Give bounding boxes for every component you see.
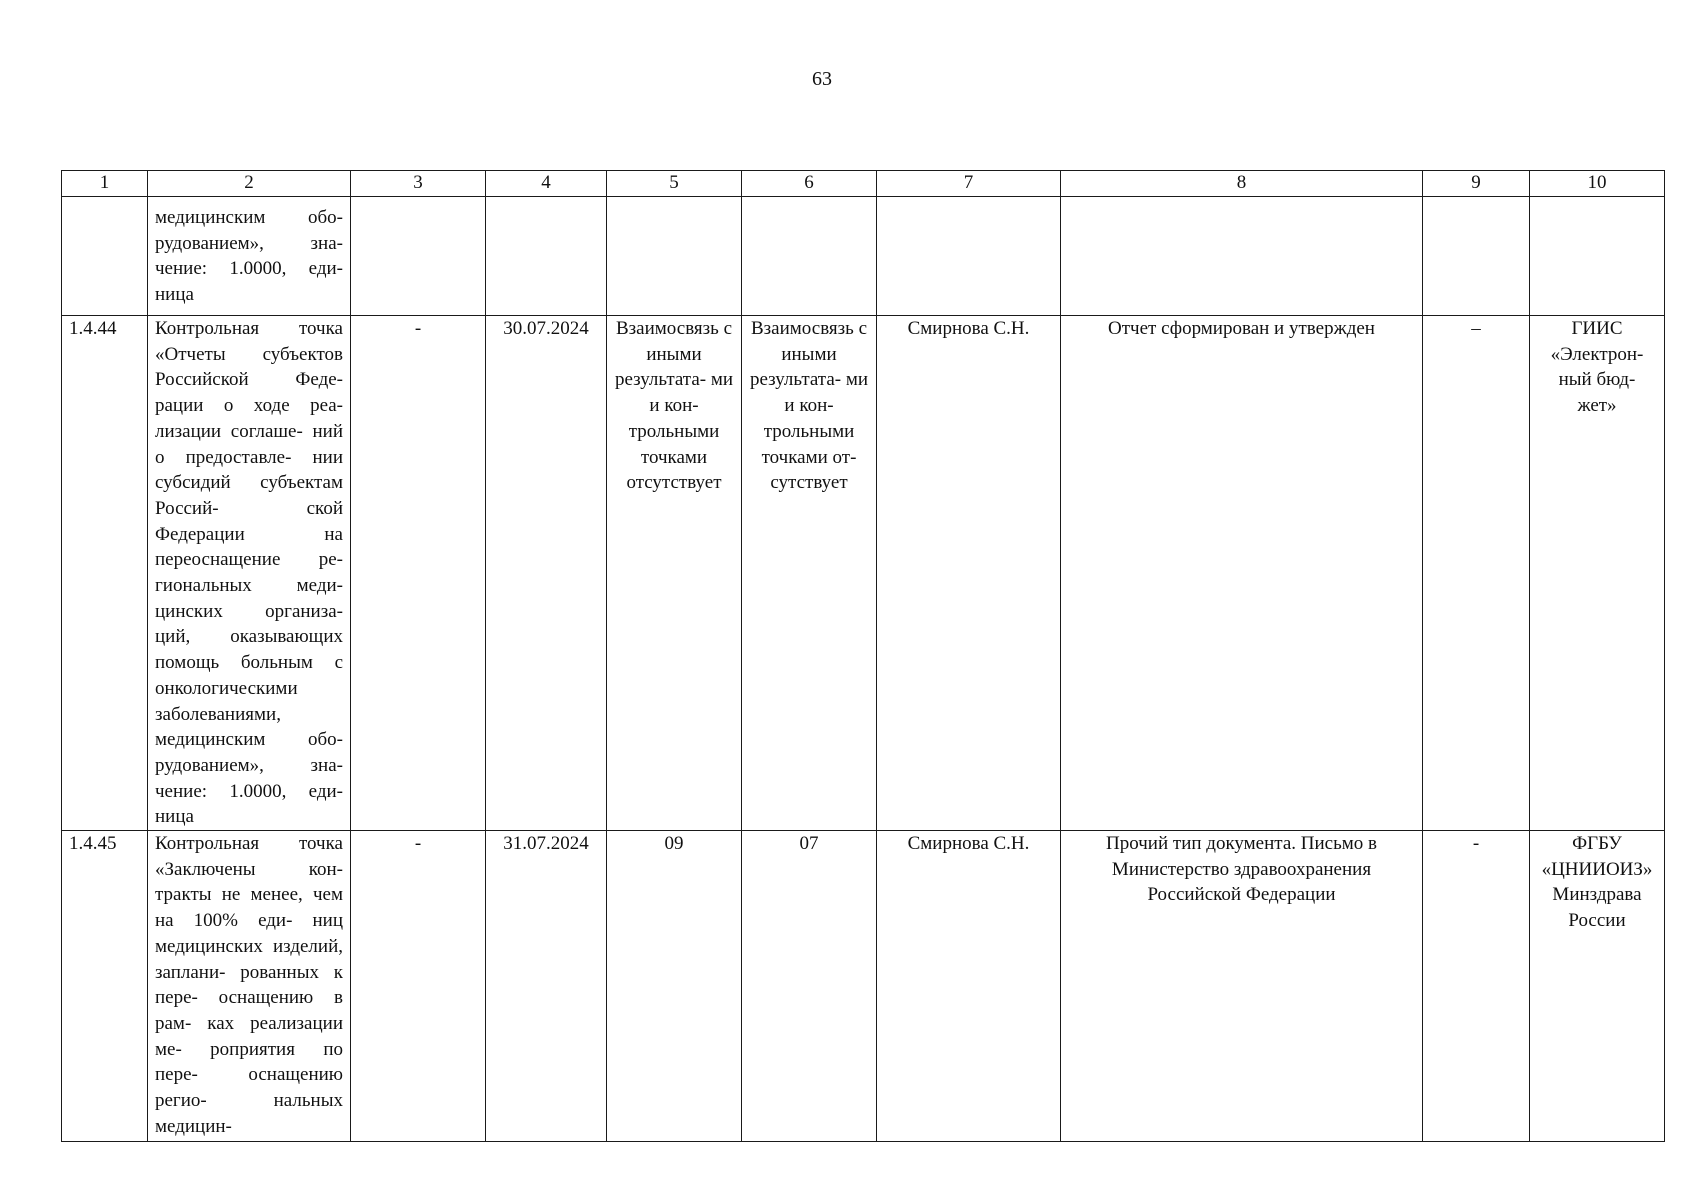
row-number — [62, 197, 148, 316]
column-header: 5 — [607, 171, 742, 197]
control-points-table — [61, 170, 1665, 1142]
row-col3 — [351, 197, 486, 316]
row-col5 — [607, 197, 742, 316]
row-responsible: Смирнова С.Н. — [877, 316, 1061, 831]
row-document: Отчет сформирован и утвержден — [1061, 316, 1423, 831]
column-header: 6 — [742, 171, 877, 197]
row-responsible — [877, 197, 1061, 316]
row-col6: 07 — [742, 831, 877, 1142]
page-number: 63 — [812, 68, 832, 90]
row-number: 1.4.45 — [62, 831, 148, 1142]
column-number-row — [62, 171, 1665, 197]
row-document — [1061, 197, 1423, 316]
table-row — [62, 831, 1665, 1142]
row-description: Контрольная точка «Отчеты субъектов Российской Феде- рации о ходе реа- лизации соглаше- ний о предоставле- нии субсидий субъектам Россий- ской Федерации на переоснащение ре- гиональных меди- цинских организа- ций, оказывающих помощь больным с онкологическими заболеваниями, медицинским обо- рудованием», зна- чение: 1.0000, еди- ница — [148, 316, 351, 831]
row-col9 — [1423, 197, 1530, 316]
table-row — [62, 316, 1665, 831]
column-header: 3 — [351, 171, 486, 197]
row-number: 1.4.44 — [62, 316, 148, 831]
column-header: 2 — [148, 171, 351, 197]
row-system: ФГБУ «ЦНИИОИЗ» Минздрава России — [1530, 831, 1665, 1142]
row-col9: - — [1423, 831, 1530, 1142]
row-responsible: Смирнова С.Н. — [877, 831, 1061, 1142]
row-description: медицинским обо- рудованием», зна- чение: 1.0000, еди- ница — [148, 197, 351, 316]
row-col3: - — [351, 316, 486, 831]
row-date: 31.07.2024 — [486, 831, 607, 1142]
column-header: 7 — [877, 171, 1061, 197]
column-header: 9 — [1423, 171, 1530, 197]
row-system: ГИИС «Электрон- ный бюд- жет» — [1530, 316, 1665, 831]
row-document: Прочий тип документа. Письмо в Министерство здравоохранения Российской Федерации — [1061, 831, 1423, 1142]
row-col3: - — [351, 831, 486, 1142]
column-header: 4 — [486, 171, 607, 197]
row-col9: – — [1423, 316, 1530, 831]
row-date — [486, 197, 607, 316]
row-system — [1530, 197, 1665, 316]
row-date: 30.07.2024 — [486, 316, 607, 831]
column-header: 1 — [62, 171, 148, 197]
column-header: 10 — [1530, 171, 1665, 197]
table-row — [62, 197, 1665, 316]
row-col5: Взаимосвязь с иными результата- ми и кон- трольными точками отсутствует — [607, 316, 742, 831]
row-col6: Взаимосвязь с иными результата- ми и кон- трольными точками от- сутствует — [742, 316, 877, 831]
column-header: 8 — [1061, 171, 1423, 197]
row-col6 — [742, 197, 877, 316]
row-description: Контрольная точка «Заключены кон- тракты не менее, чем на 100% еди- ниц медицинских изделий, заплани- рованных к пере- оснащению в рам- ках реализации ме- роприятия по пере- оснащению регио- нальных медицин- — [148, 831, 351, 1142]
row-col5: 09 — [607, 831, 742, 1142]
